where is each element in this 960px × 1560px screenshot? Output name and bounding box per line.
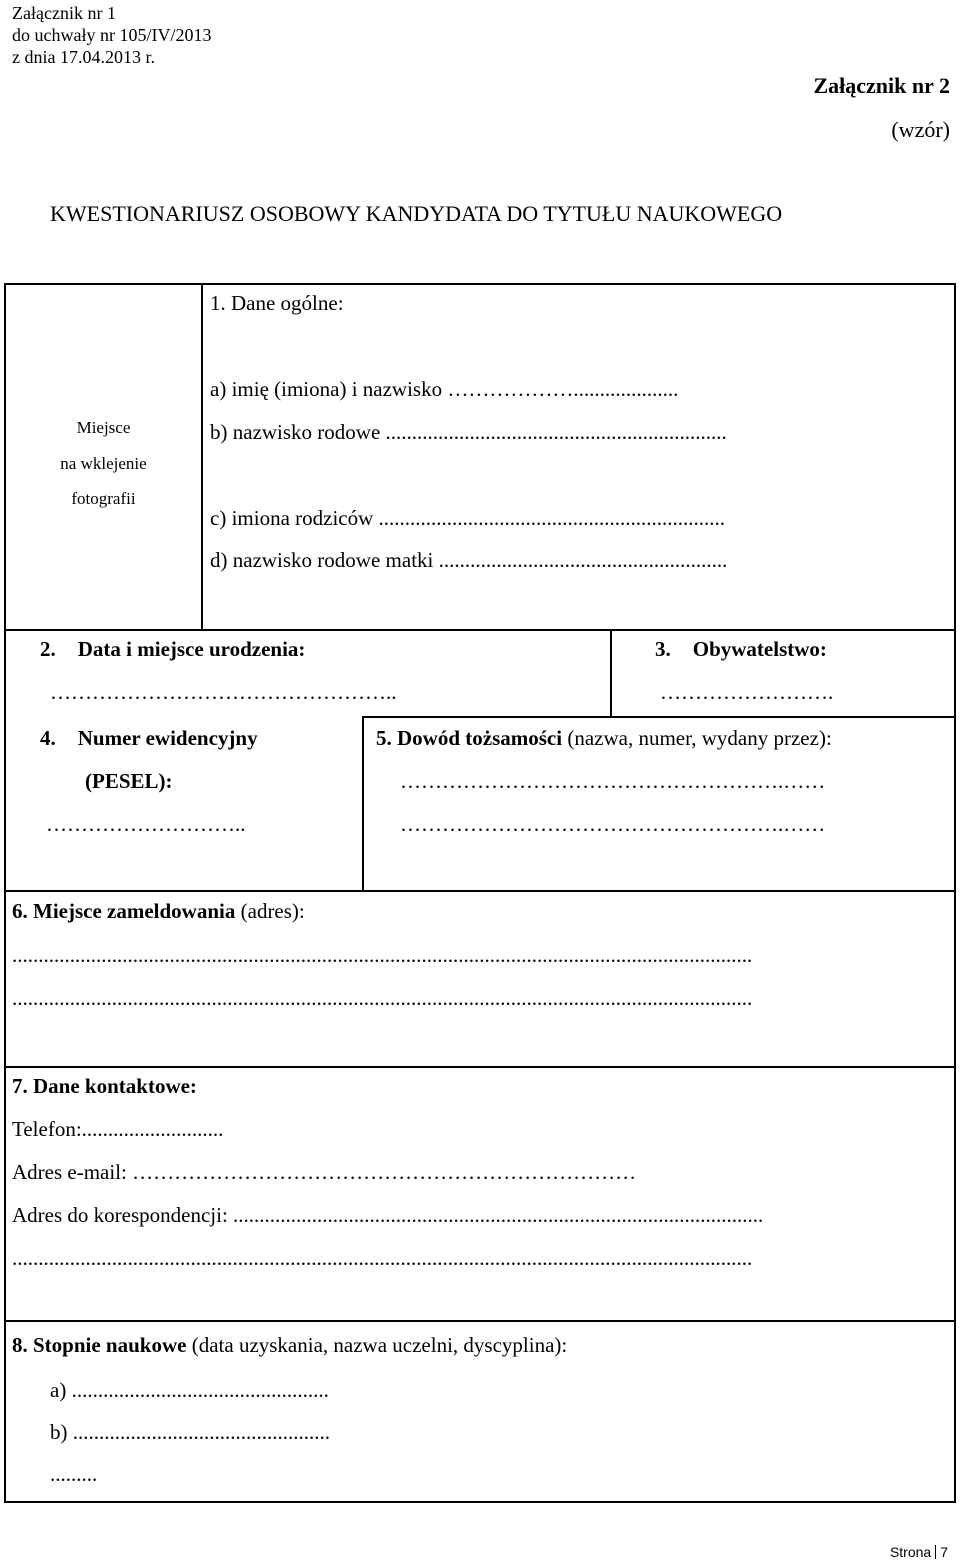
- section6-dots2: .............................................................................................................................................: [12, 986, 753, 1010]
- section2-heading: [40, 637, 305, 662]
- section8-dots: .........: [50, 1462, 98, 1486]
- section6-label-rest: (adres):: [235, 899, 305, 923]
- section8-field-a: a) .................................................: [50, 1378, 329, 1402]
- attachment-number: Załącznik nr 2: [813, 73, 950, 98]
- section4-number: 4.: [40, 726, 56, 750]
- section4-label2: (PESEL):: [85, 769, 173, 793]
- section3-number: 3.: [655, 637, 671, 661]
- section6-number: 6.: [12, 899, 28, 923]
- page-footer: [890, 1544, 948, 1560]
- section3-dots: …………………….: [660, 680, 834, 704]
- section3-heading: [655, 637, 827, 662]
- section2-number: 2.: [40, 637, 56, 661]
- photo-placeholder-line2: na wklejenie: [60, 454, 147, 473]
- photo-placeholder-line1: Miejsce: [76, 418, 131, 437]
- section5-dots2: ……………………………………………….……: [400, 812, 826, 836]
- section8-label: Stopnie naukowe: [33, 1333, 187, 1357]
- section4-label: Numer ewidencyjny: [77, 726, 258, 750]
- section6-heading: [12, 899, 305, 924]
- section7-phone: Telefon:...........................: [12, 1117, 224, 1141]
- footer-separator: [935, 1545, 936, 1559]
- section1-field-d: d) nazwisko rodowe matki .......................................................: [210, 548, 728, 572]
- footer-page-number: 7: [940, 1544, 948, 1560]
- section3-label: Obywatelstwo:: [692, 637, 827, 661]
- section5-heading: [376, 726, 832, 751]
- section8-heading: [12, 1333, 567, 1358]
- section7-email: Adres e-mail: ………………………………………………………………: [12, 1160, 637, 1184]
- section7-number: 7.: [12, 1074, 28, 1098]
- section5-label: Dowód tożsamości: [397, 726, 563, 750]
- section8-field-b: b) .................................................: [50, 1420, 330, 1444]
- section8-label-rest: (data uzyskania, nazwa uczelni, dyscyplina):: [186, 1333, 568, 1357]
- footer-page-label: Strona: [889, 1544, 932, 1560]
- attachment-ref-line1: Załącznik nr 1: [12, 3, 116, 23]
- section1-field-b: b) nazwisko rodowe .................................................................: [210, 420, 727, 444]
- section2-label: Data i miejsce urodzenia:: [77, 637, 306, 661]
- section1-heading: 1. Dane ogólne:: [210, 291, 344, 315]
- section5-label-rest: (nazwa, numer, wydany przez):: [562, 726, 832, 750]
- section2-dots: …………………………………………..: [50, 680, 397, 704]
- section7-label: Dane kontaktowe:: [33, 1074, 197, 1098]
- section1-field-c: c) imiona rodziców ..................................................................: [210, 506, 726, 530]
- section6-dots1: .............................................................................................................................................: [12, 943, 753, 967]
- attachment-ref-line2: do uchwały nr 105/IV/2013: [12, 25, 212, 45]
- section7-dots: .............................................................................................................................................: [12, 1246, 753, 1270]
- photo-placeholder-line3: fotografii: [71, 489, 136, 508]
- section4-dots: ………………………..: [46, 812, 246, 836]
- section7-heading: [12, 1074, 197, 1099]
- template-note: (wzór): [891, 117, 950, 142]
- page-title: KWESTIONARIUSZ OSOBOWY KANDYDATA DO TYTUŁU NAUKOWEGO: [50, 201, 783, 226]
- section6-label: Miejsce zameldowania: [33, 899, 236, 923]
- section1-field-a: a) imię (imiona) i nazwisko ………………....................: [210, 377, 679, 401]
- section7-address: Adres do korespondencji: .....................................................................................................: [12, 1203, 764, 1227]
- section5-dots1: ……………………………………………….……: [400, 769, 826, 793]
- section4-heading: [40, 726, 258, 751]
- section8-number: 8.: [12, 1333, 28, 1357]
- attachment-ref-line3: z dnia 17.04.2013 r.: [12, 47, 155, 67]
- section5-number: 5.: [376, 726, 392, 750]
